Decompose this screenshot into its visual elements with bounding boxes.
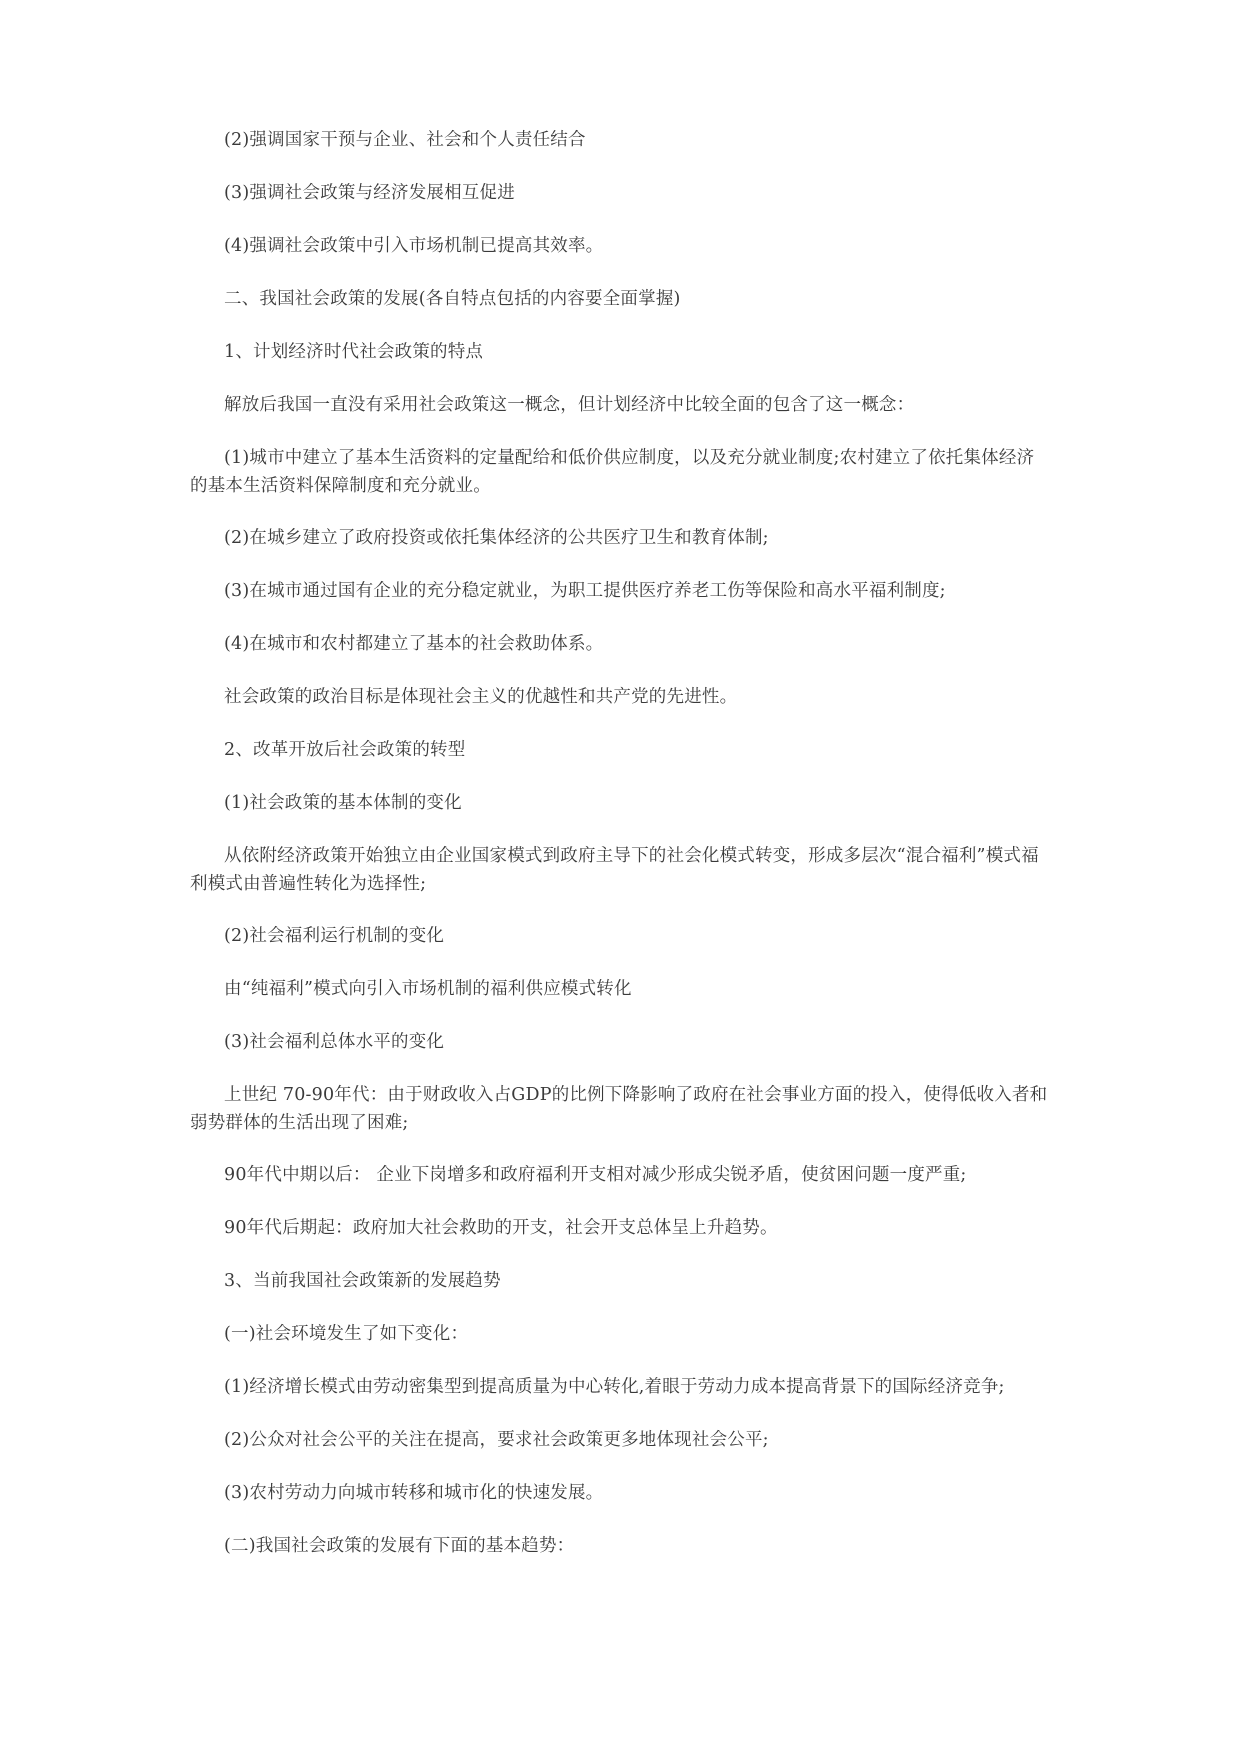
paragraph: (4)强调社会政策中引入市场机制已提高其效率。	[224, 236, 604, 256]
subsection-heading: 2、改革开放后社会政策的转型	[224, 740, 466, 760]
paragraph: (1)社会政策的基本体制的变化	[224, 793, 462, 813]
paragraph: (2)强调国家干预与企业、社会和个人责任结合	[224, 130, 586, 150]
paragraph: (2)社会福利运行机制的变化	[224, 926, 445, 946]
paragraph: (1)城市中建立了基本生活资料的定量配给和低价供应制度，以及充分就业制度;农村建立了依托集体经济的基本生活资料保障制度和充分就业。	[190, 448, 1035, 496]
paragraph: 上世纪 70-90年代：由于财政收入占GDP的比例下降影响了政府在社会事业方面的投入，使得低收入者和弱势群体的生活出现了困难;	[190, 1085, 1048, 1133]
paragraph: (2)公众对社会公平的关注在提高，要求社会政策更多地体现社会公平;	[224, 1430, 769, 1450]
paragraph: (一)社会环境发生了如下变化：	[224, 1324, 469, 1344]
paragraph: 解放后我国一直没有采用社会政策这一概念，但计划经济中比较全面的包含了这一概念：	[224, 395, 915, 415]
paragraph: (3)强调社会政策与经济发展相互促进	[224, 183, 515, 203]
paragraph: (1)经济增长模式由劳动密集型到提高质量为中心转化,着眼于劳动力成本提高背景下的国际经济竞争;	[224, 1377, 1005, 1397]
subsection-heading: 1、计划经济时代社会政策的特点	[224, 342, 484, 362]
paragraph: (3)农村劳动力向城市转移和城市化的快速发展。	[224, 1483, 604, 1503]
paragraph: (3)社会福利总体水平的变化	[224, 1032, 445, 1052]
subsection-heading: 3、当前我国社会政策新的发展趋势	[224, 1271, 501, 1291]
paragraph: (3)在城市通过国有企业的充分稳定就业，为职工提供医疗养老工伤等保险和高水平福利制度;	[224, 581, 946, 601]
paragraph: (2)在城乡建立了政府投资或依托集体经济的公共医疗卫生和教育体制;	[224, 528, 769, 548]
paragraph: 从依附经济政策开始独立由企业国家模式到政府主导下的社会化模式转变，形成多层次“混合福利”模式福利模式由普遍性转化为选择性;	[190, 846, 1039, 894]
paragraph: 90年代中期以后： 企业下岗增多和政府福利开支相对减少形成尖锐矛盾，使贫困问题一度严重;	[224, 1165, 967, 1185]
paragraph: 90年代后期起：政府加大社会救助的开支，社会开支总体呈上升趋势。	[224, 1218, 778, 1238]
section-heading: 二、我国社会政策的发展(各自特点包括的内容要全面掌握)	[224, 289, 681, 309]
paragraph: (4)在城市和农村都建立了基本的社会救助体系。	[224, 634, 604, 654]
paragraph: 由“纯福利”模式向引入市场机制的福利供应模式转化	[224, 979, 632, 999]
paragraph: 社会政策的政治目标是体现社会主义的优越性和共产党的先进性。	[224, 687, 738, 707]
paragraph: (二)我国社会政策的发展有下面的基本趋势：	[224, 1536, 575, 1556]
